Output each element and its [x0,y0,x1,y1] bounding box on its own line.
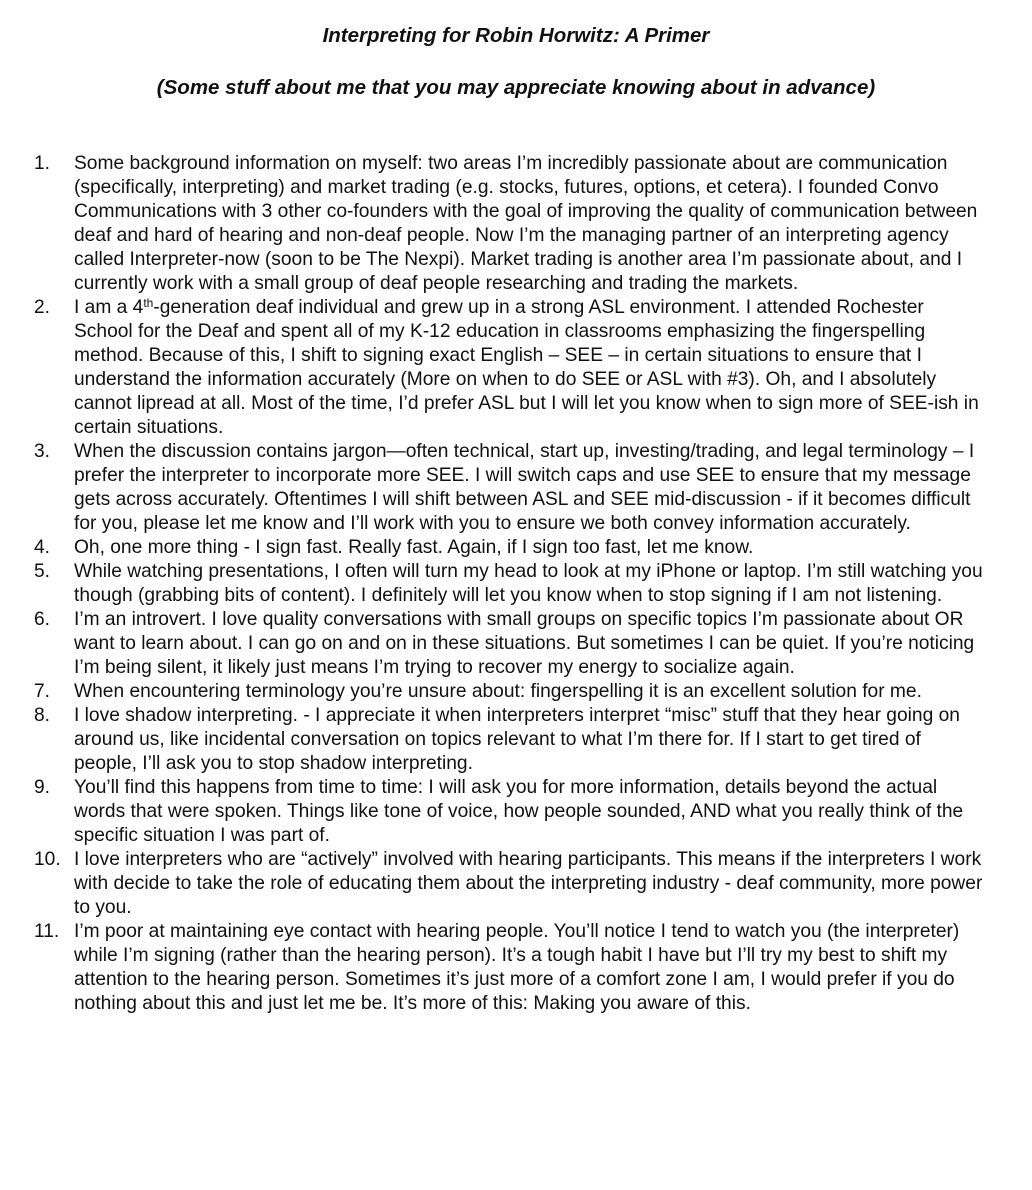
list-item-text: While watching presentations, I often will turn my head to look at my iPhone or laptop. I’m still watching you though (grabbing bits of content). I definitely will let you know when to stop signing if I am not listening. [74,561,983,606]
list-number: 2. [34,297,51,318]
list-item-4 [34,536,1012,560]
list-item-text: When encountering terminology you’re unsure about: fingerspelling it is an excellent solution for me. [74,681,922,702]
list-item-7 [34,680,1012,704]
list-item-6 [34,608,1012,680]
list-item-text: You’ll find this happens from time to time: I will ask you for more information, details beyond the actual words that were spoken. Things like tone of voice, how people sounded, AND what you really think of the specific situation I was part of. [74,777,964,846]
list-number: 5. [34,561,51,582]
list-item-9 [34,776,1012,848]
list-number: 9. [34,777,51,798]
list-number: 8. [34,705,51,726]
document-title: Interpreting for Robin Horwitz: A Primer [322,24,710,47]
list-item-11 [34,920,1012,1016]
list-item-text: I love shadow interpreting. - I appreciate it when interpreters interpret “misc” stuff that they hear going on around us, like incidental conversation on topics relevant to what I’m there for. If I start to get tired of people, I’ll ask you to stop shadow interpreting. [74,705,960,774]
list-item-text: I’m poor at maintaining eye contact with hearing people. You’ll notice I tend to watch you (the interpreter) while I’m signing (rather than the hearing person). It’s a tough habit I have but I’ll try my best to shift my attention to the hearing person. Sometimes it’s just more of a comfort zone I am, I would prefer if you do nothing about this and just let me be. It’s more of this: Making you aware of this. [74,921,960,1014]
document-subtitle: (Some stuff about me that you may appreciate knowing about in advance) [156,76,876,99]
list-number: 1. [34,153,51,174]
list-item-text: Some background information on myself: two areas I’m incredibly passionate about are communication (specifically, interpreting) and market trading (e.g. stocks, futures, options, et cetera). I founded Convo Communications with 3 other co-founders with the goal of improving the quality of communication between deaf and hard of hearing and non-deaf people. Now I’m the managing partner of an interpreting agency called Interpreter-now (soon to be The Nexpi). Market trading is another area I’m passionate about, and I currently work with a small group of deaf people researching and trading the markets. [74,153,978,294]
list-item-text: Oh, one more thing - I sign fast. Really fast. Again, if I sign too fast, let me know. [74,537,754,558]
list-number: 6. [34,609,51,630]
list-item-text-part: -generation deaf individual and grew up in a strong ASL environment. I attended Rochester School for the Deaf and spent all of my K-12 education in classrooms emphasizing the fingerspelling method. Because of this, I shift to signing exact English – SEE – in certain situations to ensure that I understand the information accurately (More on when to do SEE or ASL with #3). Oh, and I absolutely cannot lipread at all. Most of the time, I’d prefer ASL but I will let you know when to sign more of SEE-ish in certain situations. [74,297,979,438]
list-number: 10. [34,849,61,870]
list-item-text: When the discussion contains jargon—often technical, start up, investing/trading, and legal terminology – I prefer the interpreter to incorporate more SEE. I will switch caps and use SEE to ensure that my message gets across accurately. Oftentimes I will shift between ASL and SEE mid-discussion - if it becomes difficult for you, please let me know and I’ll work with you to ensure we both convey information accurately. [74,441,975,534]
list-item-text: I love interpreters who are “actively” involved with hearing participants. This means if the interpreters I work with decide to take the role of educating them about the interpreting industry - deaf community, more power to you. [74,849,983,918]
list-number: 4. [34,537,51,558]
numbered-list [34,152,1012,1016]
list-item-3 [34,440,1012,536]
list-item-text: I’m an introvert. I love quality conversations with small groups on specific topics I’m passionate about OR want to learn about. I can go on and on in these situations. But sometimes I can be quiet. If you’re noticing I’m being silent, it likely just means I’m trying to recover my energy to socialize again. [74,609,975,678]
list-item-10 [34,848,1012,920]
list-number: 7. [34,681,51,702]
list-item-text [74,296,986,440]
list-item-text-part: I am a 4 [74,297,144,318]
list-number: 11. [34,921,60,942]
list-item-1 [34,152,1012,296]
list-item-5 [34,560,1012,608]
list-number: 3. [34,441,51,462]
ordinal-superscript: th [143,296,154,310]
list-item-2 [34,296,1012,440]
list-item-8 [34,704,1012,776]
